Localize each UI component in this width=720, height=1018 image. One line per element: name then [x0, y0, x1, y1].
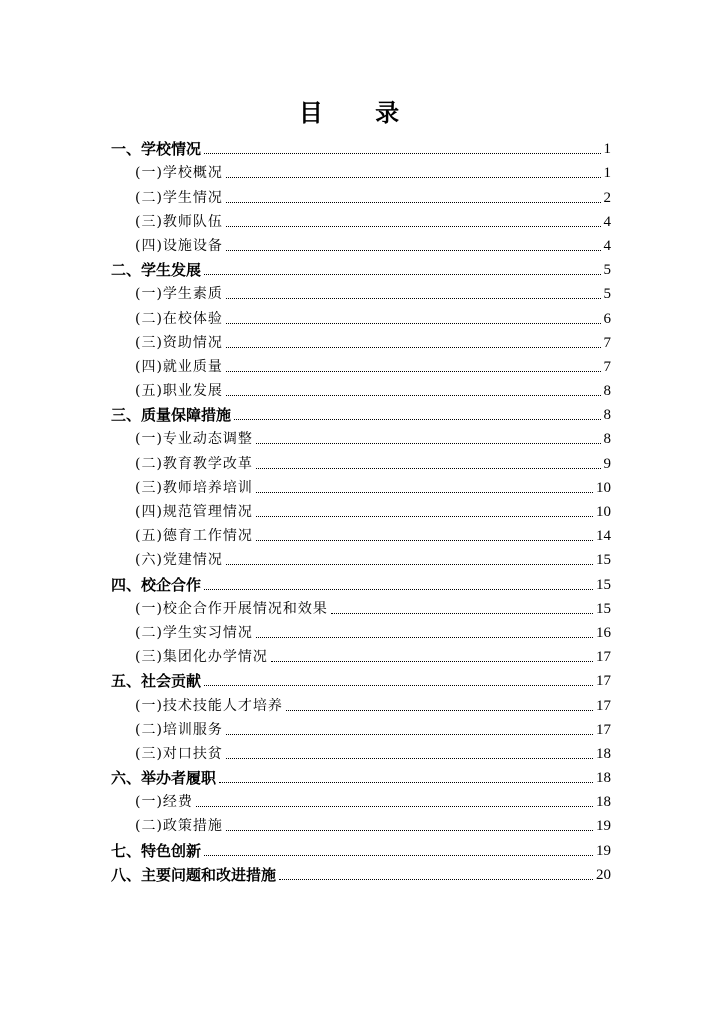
toc-section-entry[interactable]: [111, 838, 611, 862]
toc-subsection-entry[interactable]: [111, 645, 611, 669]
toc-page-number: 17: [596, 697, 611, 714]
dot-leader: [196, 806, 593, 807]
toc-subsection-entry[interactable]: [111, 621, 611, 645]
dot-leader: [256, 492, 593, 493]
page-title: 目 录: [298, 98, 422, 127]
toc-subsection-entry[interactable]: [111, 282, 611, 306]
toc-page-number: 8: [603, 383, 611, 400]
toc-subsection-entry[interactable]: [111, 161, 611, 185]
toc-entry-label: (三)对口扶贫: [135, 745, 223, 762]
dot-leader: [226, 371, 601, 372]
toc-entry-label: 二、学生发展: [111, 261, 202, 280]
toc-subsection-entry[interactable]: [111, 524, 611, 548]
toc-section-entry[interactable]: [111, 403, 611, 427]
toc-entry-label: 一、学校情况: [111, 140, 202, 159]
toc-subsection-entry[interactable]: [111, 548, 611, 572]
toc-page-number: 1: [603, 165, 611, 182]
toc-page-number: 15: [596, 552, 611, 569]
toc-entry-label: (五)德育工作情况: [135, 528, 253, 545]
toc-entry-label: (二)政策措施: [135, 818, 223, 835]
dot-leader: [256, 516, 593, 517]
toc-page-number: 8: [603, 407, 611, 424]
toc-page-number: 19: [596, 818, 611, 835]
toc-page-number: 5: [603, 286, 611, 303]
toc-page-number: 17: [596, 673, 611, 690]
toc-section-entry[interactable]: [111, 669, 611, 693]
dot-leader: [226, 758, 593, 759]
toc-subsection-entry[interactable]: [111, 451, 611, 475]
toc-subsection-entry[interactable]: [111, 331, 611, 355]
toc-page-number: 7: [603, 358, 611, 375]
toc-entry-label: (四)规范管理情况: [135, 504, 253, 520]
dot-leader: [331, 613, 593, 614]
toc-entry-label: (一)专业动态调整: [135, 431, 253, 448]
toc-page-number: 8: [603, 431, 611, 448]
dot-leader: [226, 323, 601, 324]
toc-subsection-entry[interactable]: [111, 742, 611, 766]
toc-entry-label: (二)学生实习情况: [135, 624, 253, 641]
toc-subsection-entry[interactable]: [111, 210, 611, 234]
toc-entry-label: 八、主要问题和改进措施: [111, 865, 277, 884]
toc-page-number: 16: [596, 624, 611, 641]
toc-subsection-entry[interactable]: [111, 814, 611, 838]
toc-entry-label: (四)设施设备: [135, 237, 223, 254]
toc-subsection-entry[interactable]: [111, 185, 611, 209]
toc-page-number: 10: [596, 504, 611, 520]
toc-page-number: 9: [603, 455, 611, 472]
toc-entry-label: (二)教育教学改革: [135, 455, 253, 472]
toc-section-entry[interactable]: [111, 766, 611, 790]
dot-leader: [204, 685, 593, 686]
toc-entry-label: 五、社会贡献: [111, 672, 202, 691]
toc-entry-label: 六、举办者履职: [111, 769, 217, 788]
toc-page-number: 15: [596, 600, 611, 617]
dot-leader: [256, 540, 593, 541]
toc-page-number: 17: [596, 649, 611, 666]
dot-leader: [226, 202, 601, 203]
dot-leader: [226, 347, 601, 348]
toc-section-entry[interactable]: [111, 137, 611, 161]
dot-leader: [204, 153, 600, 154]
dot-leader: [271, 661, 593, 662]
toc-page-number: 10: [596, 479, 611, 496]
toc-subsection-entry[interactable]: [111, 427, 611, 451]
toc-entry-label: (一)经费: [135, 794, 193, 811]
dot-leader: [226, 177, 601, 178]
toc-page-number: 6: [603, 310, 611, 327]
dot-leader: [204, 855, 593, 856]
dot-leader: [204, 274, 600, 275]
toc-section-entry[interactable]: [111, 863, 611, 887]
toc-subsection-entry[interactable]: [111, 306, 611, 330]
toc-subsection-entry[interactable]: [111, 379, 611, 403]
dot-leader: [256, 443, 601, 444]
toc-entry-label: 四、校企合作: [111, 575, 202, 594]
toc-page-number: 1: [603, 141, 611, 158]
toc-page-number: 19: [596, 842, 611, 859]
toc-entry-label: (三)资助情况: [135, 334, 223, 351]
toc-entry-label: (二)培训服务: [135, 721, 223, 738]
dot-leader: [204, 589, 593, 590]
toc-subsection-entry[interactable]: [111, 790, 611, 814]
toc-subsection-entry[interactable]: [111, 476, 611, 500]
dot-leader: [256, 637, 593, 638]
toc-entry-label: (四)就业质量: [135, 358, 223, 375]
toc-entry-label: (一)校企合作开展情况和效果: [135, 600, 328, 617]
toc-subsection-entry[interactable]: [111, 693, 611, 717]
dot-leader: [226, 830, 593, 831]
toc-subsection-entry[interactable]: [111, 500, 611, 524]
toc-page-number: 14: [596, 528, 611, 545]
toc-entry-label: (三)集团化办学情况: [135, 649, 268, 666]
toc-subsection-entry[interactable]: [111, 718, 611, 742]
dot-leader: [226, 226, 601, 227]
toc-page-number: 18: [596, 745, 611, 762]
toc-page-number: 2: [603, 189, 611, 206]
toc-subsection-entry[interactable]: [111, 597, 611, 621]
toc-entry-label: (六)党建情况: [135, 552, 223, 569]
toc-entry-label: 七、特色创新: [111, 841, 202, 860]
dot-leader: [226, 395, 601, 396]
toc-entry-label: (五)职业发展: [135, 383, 223, 400]
toc-subsection-entry[interactable]: [111, 355, 611, 379]
dot-leader: [256, 468, 601, 469]
toc-entry-label: (一)学生素质: [135, 286, 223, 303]
dot-leader: [286, 710, 593, 711]
toc-entry-label: (三)教师队伍: [135, 213, 223, 230]
dot-leader: [226, 734, 593, 735]
toc-entry-label: 三、质量保障措施: [111, 406, 232, 425]
toc-page-number: 5: [603, 262, 611, 279]
toc-subsection-entry[interactable]: [111, 234, 611, 258]
toc-page-number: 15: [596, 576, 611, 593]
dot-leader: [226, 564, 593, 565]
toc-entry-label: (一)学校概况: [135, 165, 223, 182]
toc-page-number: 18: [596, 794, 611, 811]
toc-entry-label: (二)在校体验: [135, 310, 223, 327]
toc-page-number: 4: [603, 237, 611, 254]
toc-entry-label: (三)教师培养培训: [135, 479, 253, 496]
toc-entry-label: (一)技术技能人才培养: [135, 697, 283, 714]
dot-leader: [279, 879, 593, 880]
toc-section-entry[interactable]: [111, 258, 611, 282]
toc-page-number: 20: [596, 866, 611, 883]
toc-page-number: 18: [596, 770, 611, 787]
toc-page-number: 7: [603, 334, 611, 351]
table-of-contents: [111, 137, 611, 887]
dot-leader: [226, 250, 601, 251]
toc-section-entry[interactable]: [111, 572, 611, 596]
dot-leader: [226, 298, 601, 299]
toc-page-number: 4: [603, 213, 611, 230]
dot-leader: [219, 782, 593, 783]
toc-entry-label: (二)学生情况: [135, 189, 223, 206]
dot-leader: [234, 419, 600, 420]
toc-page-number: 17: [596, 721, 611, 738]
